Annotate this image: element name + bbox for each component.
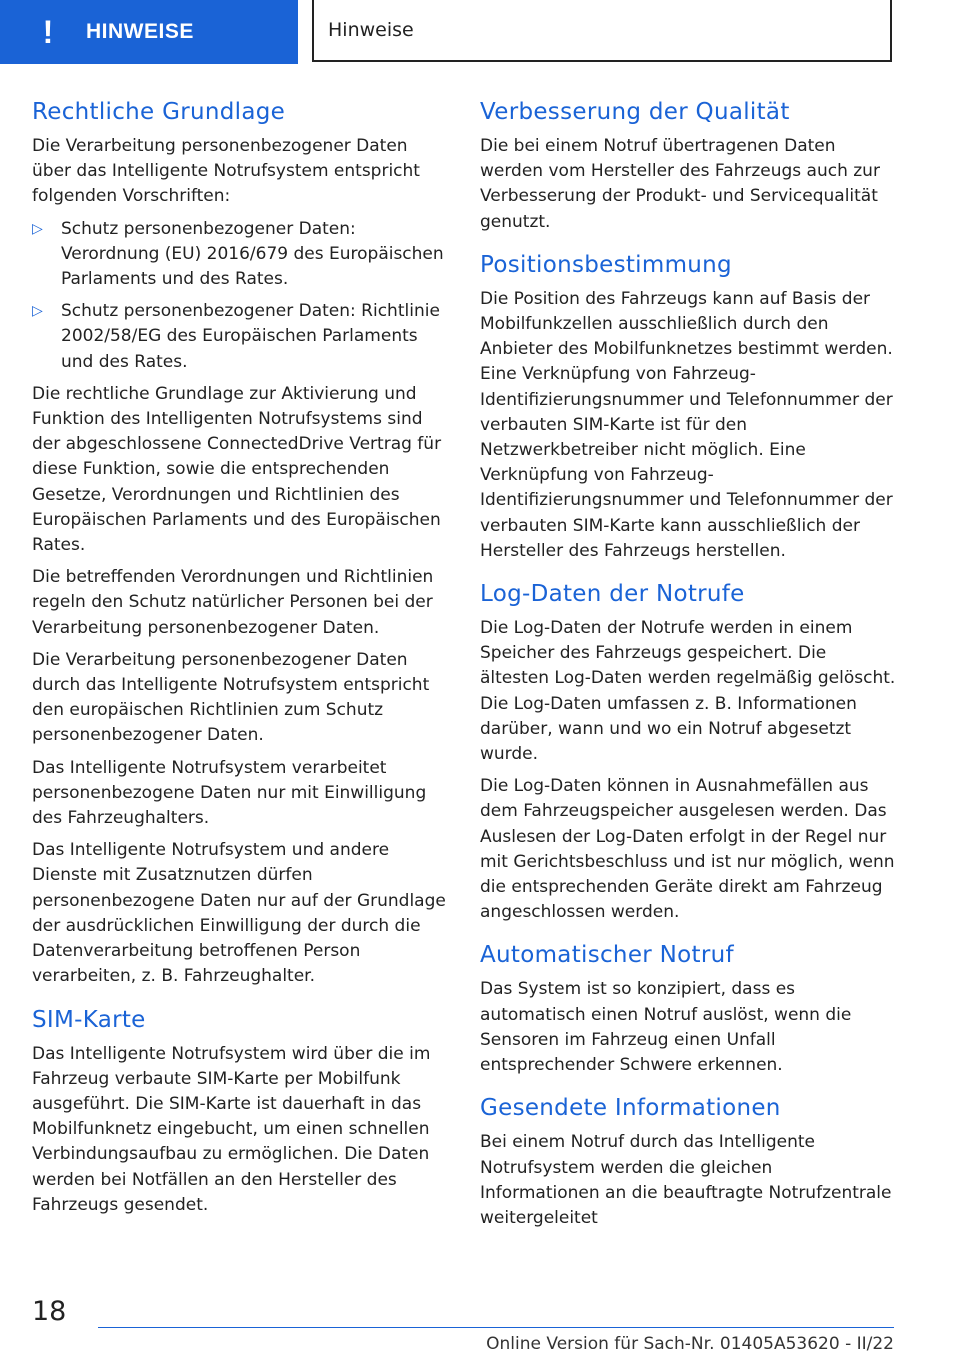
section-sim-karte xyxy=(32,1004,448,1218)
section-label: HINWEISE xyxy=(86,20,194,43)
section-automatischer-notruf xyxy=(480,939,896,1078)
paragraph: Die rechtliche Grundlage zur Aktivierung und Funktion des Intelligenten Notrufsystems sind der abgeschlossene ConnectedDrive Vertrag für diese Funktion, sowie die entsprechenden Gesetze, Verordnungen und Richtlinien des Europäischen Parlaments und des Europäischen Rates. xyxy=(32,383,442,556)
paragraph: Die Log-Daten der Notrufe werden in einem Speicher des Fahrzeugs gespeichert. Die ältesten Log-Daten werden regelmäßig gelöscht. Die Log-Daten umfassen z. B. Informationen darüber, wann und wo ein Notruf abgesetzt wurde. xyxy=(480,618,896,765)
section-heading: Rechtliche Grundlage xyxy=(32,99,286,125)
section-log-daten xyxy=(480,578,896,925)
footer-divider xyxy=(98,1327,894,1328)
left-column xyxy=(32,96,448,1232)
section-heading: Positionsbestimmung xyxy=(480,251,732,278)
paragraph: Das Intelligente Notrufsystem wird über die im Fahrzeug verbaute SIM-Karte per Mobilfunk ausgeführt. Die SIM-Karte ist dauerhaft in das Mobilfunknetz eingebucht, um einen schnellen Verbindungsaufbau zu ermöglichen. Die Daten werden bei Notfällen an den Hersteller des Fahrzeugs gesendet. xyxy=(32,1043,431,1215)
section-rechtliche-grundlage xyxy=(32,96,448,990)
paragraph: Das Intelligente Notrufsystem und andere Dienste mit Zusatznutzen dürfen personenbezogene Daten nur auf der Grundlage der ausdrücklichen Einwilligung der durch die Datenverarbeitung betroffenen Person verarbeiten, z. B. Fahrzeughalter. xyxy=(32,840,446,987)
bullet-list xyxy=(32,217,448,375)
right-column xyxy=(480,96,896,1245)
section-tab xyxy=(0,0,298,64)
paragraph: Die bei einem Notruf übertragenen Daten werden vom Hersteller des Fahrzeugs auch zur Verbesserung der Produkt- und Servicequalität genutzt. xyxy=(480,136,880,232)
paragraph: Die Verarbeitung personenbezogener Daten durch das Intelligente Notrufsystem entspricht den europäischen Richtlinien zum Schutz personenbezogener Daten. xyxy=(32,649,430,746)
list-item: ▷ Schutz personenbezogener Daten: Richtlinie 2002/58/EG des Europäischen Parlaments und des Rates. xyxy=(32,301,440,372)
paragraph: Die Verarbeitung personenbezogener Daten über das Intelligente Notrufsystem entspricht folgenden Vorschriften: xyxy=(32,136,420,207)
section-heading: Verbesserung der Qualität xyxy=(480,99,790,125)
triangle-bullet-icon: ▷ xyxy=(32,303,43,320)
footer-text: Online Version für Sach-Nr. 01405A53620 - II/22 xyxy=(486,1334,894,1354)
section-heading: Gesendete Informationen xyxy=(480,1095,781,1122)
list-item: ▷ Schutz personenbezogener Daten: Verordnung (EU) 2016/679 des Europäischen Parlaments und des Rates. xyxy=(32,218,444,290)
paragraph: Das Intelligente Notrufsystem verarbeitet personenbezogene Daten nur mit Einwilligung des Fahrzeughalters. xyxy=(32,757,427,829)
page-header xyxy=(312,0,892,62)
paragraph: Die betreffenden Verordnungen und Richtlinien regeln den Schutz natürlicher Personen bei der Verarbeitung personenbezogener Daten. xyxy=(32,567,434,638)
section-heading: Log-Daten der Notrufe xyxy=(480,581,745,608)
page-title: Hinweise xyxy=(328,19,414,41)
triangle-bullet-icon: ▷ xyxy=(32,220,43,237)
paragraph: Die Position des Fahrzeugs kann auf Basis der Mobilfunkzellen ausschließlich durch den Anbieter des Mobilfunknetzes bestimmt werden. Eine Verknüpfung von Fahrzeug-Identifizierungsnummer und Telefonnummer der verbauten SIM-Karte ist für den Netzwerkbetreiber nicht möglich. Eine Verknüpfung von Fahrzeug-Identifizierungsnummer und Telefonnummer der verbauten SIM-Karte kann ausschließlich der Hersteller des Fahrzeugs herstellen. xyxy=(480,288,893,561)
section-gesendete-informationen xyxy=(480,1092,896,1231)
section-positionsbestimmung xyxy=(480,249,896,564)
paragraph: Das System ist so konzipiert, dass es automatisch einen Notruf auslöst, wenn die Sensoren im Fahrzeug einen Unfall entsprechender Schwere erkennen. xyxy=(480,979,852,1076)
section-verbesserung-qualitaet xyxy=(480,96,896,235)
exclamation-icon: ! xyxy=(42,13,54,50)
section-heading: Automatischer Notruf xyxy=(480,942,734,969)
paragraph: Die Log-Daten können in Ausnahmefällen aus dem Fahrzeugspeicher ausgelesen werden. Das Auslesen der Log-Daten erfolgt in der Regel nur mit Gerichtsbeschluss und ist nur möglich, wenn die entsprechenden Geräte direkt am Fahrzeug angeschlossen werden. xyxy=(480,776,895,923)
section-heading: SIM-Karte xyxy=(32,1006,146,1033)
page-number: 18 xyxy=(32,1296,67,1327)
paragraph: Bei einem Notruf durch das Intelligente Notrufsystem werden die gleichen Informationen an die beauftragte Notrufzentrale weitergeleitet xyxy=(480,1132,892,1228)
